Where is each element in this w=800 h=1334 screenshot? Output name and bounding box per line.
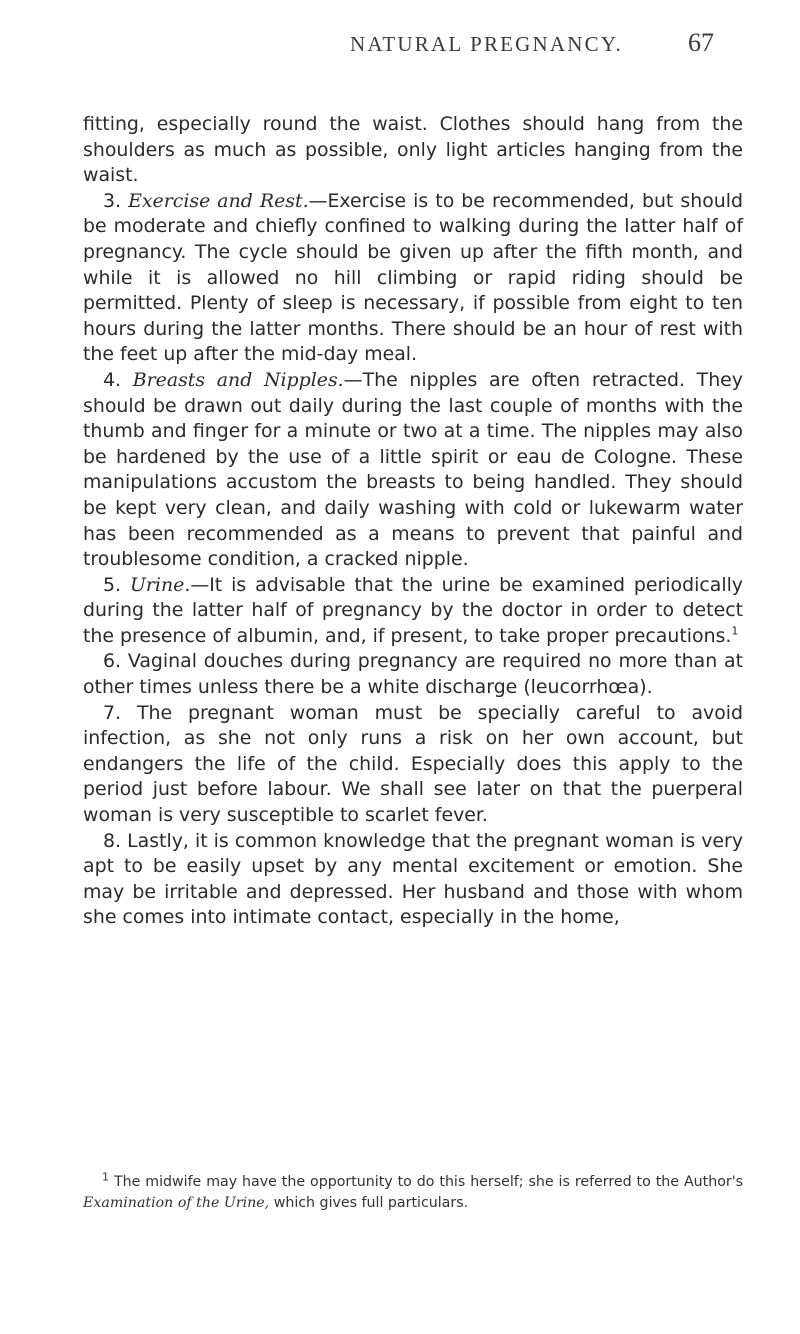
paragraph-text: fitting, especially round the waist. Clothes should hang from the shoulders as much as possible, only light articles hanging from the waist. (83, 113, 743, 187)
paragraph-heading: Urine. (129, 573, 191, 596)
paragraph-urine (83, 573, 743, 650)
paragraph-mental-excitement (83, 829, 743, 931)
footnote-reference: 1 (731, 624, 739, 638)
footnote-text (83, 1172, 743, 1214)
paragraph-heading: Breasts and Nipples. (132, 368, 344, 391)
footnote-text-before: The midwife may have the opportunity to do this herself; she is referred to the Author's (113, 1174, 743, 1190)
paragraph-breasts-and-nipples (83, 368, 743, 573)
running-head (0, 24, 800, 64)
paragraph-number: 4. (103, 368, 122, 391)
paragraph-number: 8. (103, 829, 122, 852)
paragraph-number: 7. (103, 701, 122, 724)
paragraph-infection (83, 701, 743, 829)
paragraph-text: Vaginal douches during pregnancy are required no more than at other times unless there be a white discharge (leucorrhœa). (83, 650, 743, 699)
paragraph-text: The pregnant woman must be specially careful to avoid infection, as she not only runs a risk on her own account, but endangers the life of the child. Especially does this apply to the period just before labour. We shall see later on that the puerperal woman is very susceptible to scarlet fever. (83, 701, 743, 827)
footnote-marker: 1 (102, 1170, 109, 1184)
paragraph-heading: Exercise and Rest. (128, 189, 309, 212)
paragraph-text: —It is advisable that the urine be examined periodically during the latter half of pregnancy by the doctor in order to detect the presence of albumin, and, if present, to take proper precautions. (83, 573, 743, 647)
paragraph-exercise-and-rest (83, 189, 743, 368)
footnote-text-after: which gives full particulars. (273, 1195, 469, 1211)
footnote-title: Examination of the Urine, (83, 1195, 270, 1211)
page-number: 67 (688, 28, 714, 57)
paragraph-number: 3. (103, 189, 122, 212)
paragraph-continuation (83, 112, 743, 189)
paragraph-number: 5. (103, 573, 122, 596)
running-title: NATURAL PREGNANCY. (350, 32, 623, 56)
paragraph-vaginal-douches (83, 649, 743, 700)
paragraph-text: Lastly, it is common knowledge that the pregnant woman is very apt to be easily upset by any mental excitement or emotion. She may be irritable and depressed. Her husband and those with whom she comes into intimate contact, especially in the home, (83, 829, 743, 929)
paragraph-number: 6. (103, 650, 122, 673)
paragraph-text: —Exercise is to be recommended, but should be moderate and chiefly confined to walking during the latter half of pregnancy. The cycle should be given up after the fifth month, and while it is allowed no hill climbing or rapid riding should be permitted. Plenty of sleep is necessary, if possible from eight to ten hours during the latter months. There should be an hour of rest with the feet up after the mid-day meal. (83, 189, 743, 366)
body-text (83, 112, 743, 931)
paragraph-text: —The nipples are often retracted. They should be drawn out daily during the last couple of months with the thumb and finger for a minute or two at a time. The nipples may also be hardened by the use of a little spirit or eau de Cologne. These manipulations accustom the breasts to being handled. They should be kept very clean, and daily washing with cold or lukewarm water has been recommended as a means to prevent that painful and troublesome condition, a cracked nipple. (83, 368, 743, 571)
footnote (83, 1172, 743, 1214)
